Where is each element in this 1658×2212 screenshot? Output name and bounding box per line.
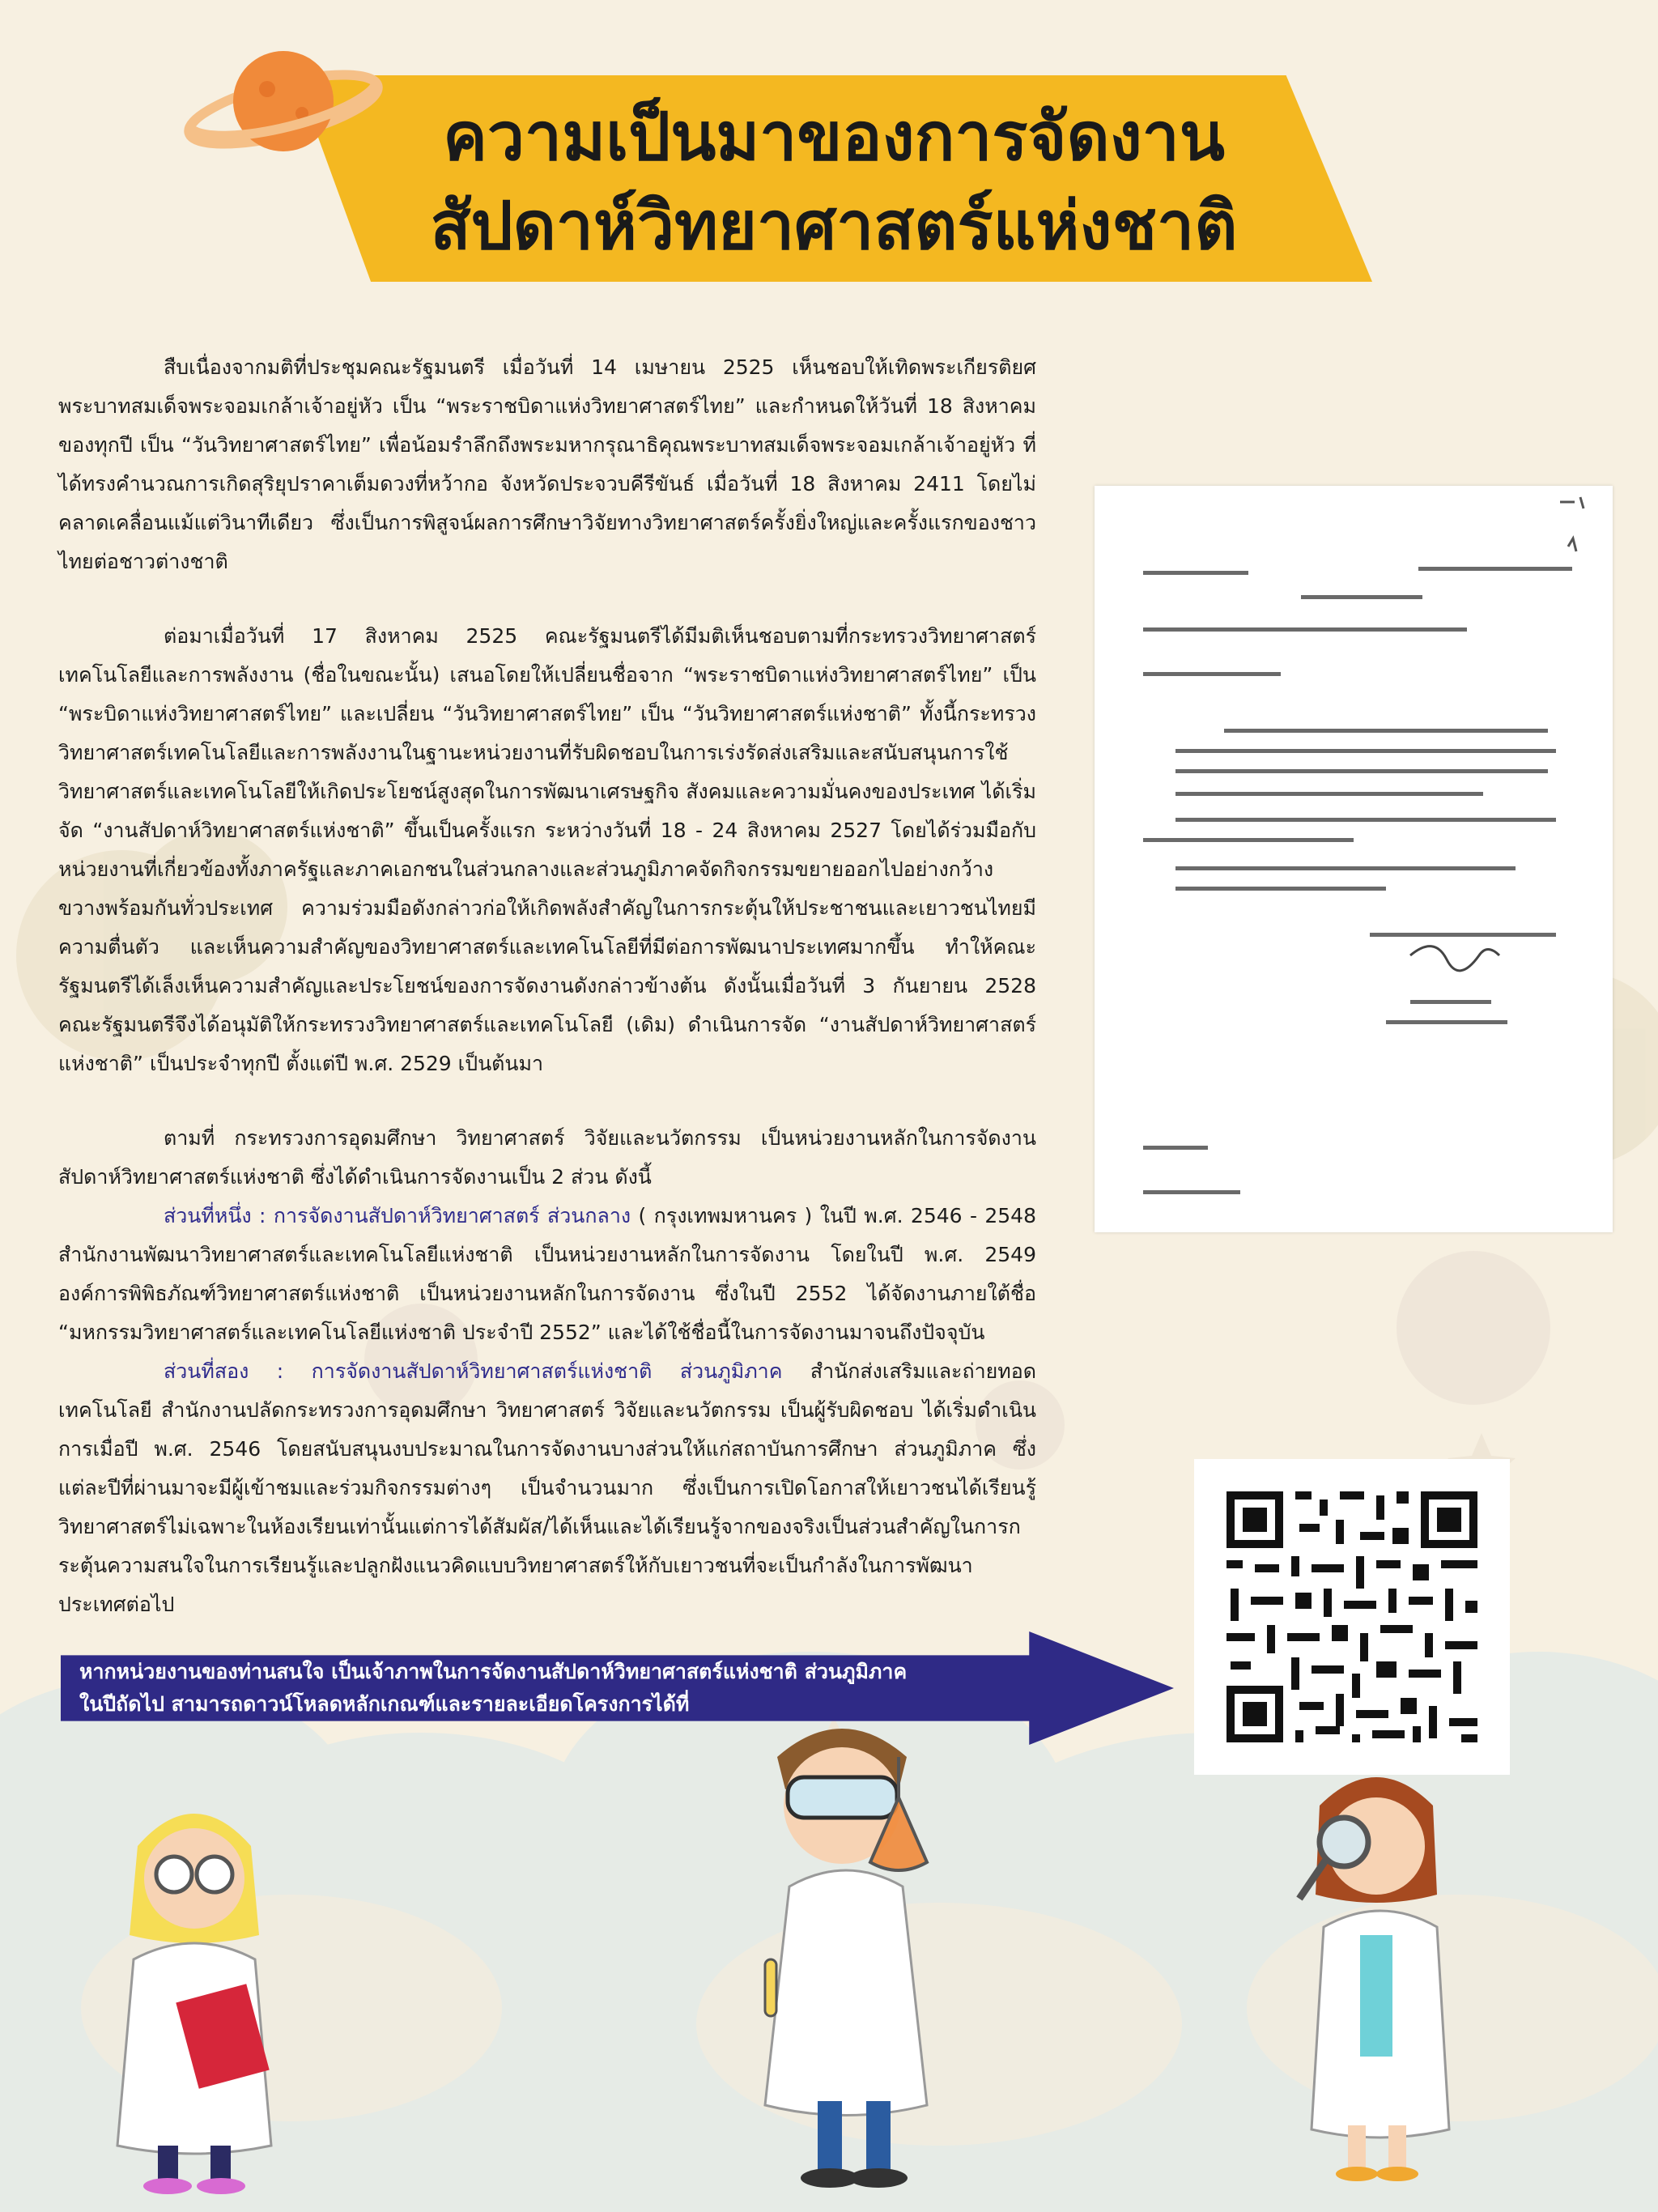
- paragraph-1: สืบเนื่องจากมติที่ประชุมคณะรัฐมนตรี เมื่อวันที่ 14 เมษายน 2525 เห็นชอบให้เทิดพระเกียรติยศพระบาทสมเด็จพระจอมเกล้าเจ้าอยู่หัว เป็น “พระราชบิดาแห่งวิทยาศาสตร์ไทย” และกำหนดให้วันที่ 18 สิงหาคมของทุกปี เป็น “วันวิทยาศาสตร์ไทย” เพื่อน้อมรำลึกถึงพระมหากรุณาธิคุณพระบาทสมเด็จพระจอมเกล้าเจ้าอยู่หัว ที่ได้ทรงคำนวณการเกิดสุริยุปราคาเต็มดวงที่หว้ากอ จังหวัดประจวบคีรีขันธ์ เมื่อวันที่ 18 สิงหาคม 2411 โดยไม่คลาดเคลื่อนแม้แต่วินาทีเดียว ซึ่งเป็นการพิสูจน์ผลการศึกษาวิจัยทางวิทยาศาสตร์ครั้งยิ่งใหญ่และครั้งแรกของชาวไทยต่อชาวต่างชาติ: [58, 355, 1036, 573]
- paragraph-2: ต่อมาเมื่อวันที่ 17 สิงหาคม 2525 คณะรัฐมนตรีได้มีมติเห็นชอบตามที่กระทรวงวิทยาศาสตร์ เทคโนโลยีและการพลังงาน (ชื่อในขณะนั้น) เสนอโดยให้เปลี่ยนชื่อจาก “พระราชบิดาแห่งวิทยาศาสตร์ไทย” เป็น “พระบิดาแห่งวิทยาศาสตร์ไทย” และเปลี่ยน “วันวิทยาศาสตร์ไทย” เป็น “วันวิทยาศาสตร์แห่งชาติ” ทั้งนี้กระทรวงวิทยาศาสตร์เทคโนโลยีและการพลังงานในฐานะหน่วยงานที่รับผิดชอบในการเร่งรัดส่งเสริมและสนับสนุนการใช้วิทยาศาสตร์และเทคโนโลยีให้เกิดประโยชน์สูงสุดในการพัฒนาเศรษฐกิจ สังคมและความมั่นคงของประเทศ ได้เริ่มจัด “งานสัปดาห์วิทยาศาสตร์แห่งชาติ” ขึ้นเป็นครั้งแรก ระหว่างวันที่ 18 - 24 สิงหาคม 2527 โดยได้ร่วมมือกับหน่วยงานที่เกี่ยวข้องทั้งภาครัฐและภาคเอกชนในส่วนกลางและส่วนภูมิภาคจัดกิจกรรมขยายออกไปอย่างกว้างขวางพร้อมกันทั่วประเทศ ความร่วมมือดังกล่าวก่อให้เกิดพลังสำคัญในการกระตุ้นให้ประชาชนและเยาวชนไทยมีความตื่นตัว และเห็นความสำคัญของวิทยาศาสตร์และเทคโนโลยีที่มีต่อการพัฒนาประเทศมากขึ้น ทำให้คณะรัฐมนตรีได้เล็งเห็นความสำคัญและประโยชน์ของการจัดงานดังกล่าวข้างต้น ดังนั้นเมื่อวันที่ 3 กันยายน 2528 คณะรัฐมนตรีจึงได้อนุมัติให้กระทรวงวิทยาศาสตร์และเทคโนโลยี (เดิม) ดำเนินการจัด “งานสัปดาห์วิทยาศาสตร์แห่งชาติ” เป็นประจำทุกปี ตั้งแต่ปี พ.ศ. 2529 เป็นต้นมา: [58, 624, 1036, 1075]
- part-one: [58, 1197, 1036, 1352]
- qr-code-pattern: [1194, 1459, 1510, 1775]
- title-line-2: สัปดาห์วิทยาศาสตร์แห่งชาติ: [430, 188, 1238, 265]
- girl-scientist-with-book-illustration: [89, 1789, 300, 2194]
- page-title: [308, 93, 1360, 271]
- part-two: [58, 1352, 1036, 1624]
- boy-scientist-with-flask-illustration: [716, 1692, 984, 2194]
- part-two-heading: ส่วนที่สอง : การจัดงานสัปดาห์วิทยาศาสตร์แห่งชาติ ส่วนภูมิภาค: [164, 1359, 783, 1383]
- info-line-2: ในปีถัดไป สามารถดาวน์โหลดหลักเกณฑ์และรายละเอียดโครงการได้ที่: [79, 1692, 690, 1716]
- part-one-heading: ส่วนที่หนึ่ง : การจัดงานสัปดาห์วิทยาศาสตร์ ส่วนกลาง: [164, 1204, 631, 1227]
- document-image: [1095, 486, 1613, 1232]
- body-text: [58, 348, 1036, 1624]
- part-two-text: สำนักส่งเสริมและถ่ายทอดเทคโนโลยี สำนักงานปลัดกระทรวงการอุดมศึกษา วิทยาศาสตร์ วิจัยและนวัตกรรม เป็นผู้รับผิดชอบ ได้เริ่มดำเนินการเมื่อปี พ.ศ. 2546 โดยสนับสนุนงบประมาณในการจัดงานบางส่วนให้แก่สถาบันการศึกษา ส่วนภูมิภาค ซึ่งแต่ละปีที่ผ่านมาจะมีผู้เข้าชมและร่วมกิจกรรมต่างๆ เป็นจำนวนมาก ซึ่งเป็นการเปิดโอกาสให้เยาวชนได้เรียนรู้วิทยาศาสตร์ไม่เฉพาะในห้องเรียนเท่านั้นแต่การได้สัมผัส/ได้เห็นและได้เรียนรู้จากของจริงเป็นส่วนสำคัญในการกระตุ้นความสนใจในการเรียนรู้และปลูกฝังแนวคิดแบบวิทยาศาสตร์ให้กับเยาวชนที่จะเป็นกำลังในการพัฒนาประเทศต่อไป: [58, 1359, 1037, 1616]
- part-one-text: ( กรุงเทพมหานคร ) ในปี พ.ศ. 2546 - 2548 สำนักงานพัฒนาวิทยาศาสตร์และเทคโนโลยีแห่งชาติ เป็นหน่วยงานหลักในการจัดงาน โดยในปี พ.ศ. 2549 องค์การพิพิธภัณฑ์วิทยาศาสตร์แห่งชาติ เป็นหน่วยงานหลักในการจัดงาน ซึ่งในปี 2552 ได้จัดงานภายใต้ชื่อ “มหกรรมวิทยาศาสตร์และเทคโนโลยีแห่งชาติ ประจำปี 2552” และได้ใช้ชื่อนี้ในการจัดงานมาจนถึงปัจจุบัน: [58, 1204, 1036, 1344]
- qr-code[interactable]: [1194, 1459, 1510, 1775]
- letter-scan: [1095, 486, 1613, 1232]
- girl-scientist-with-magnifier-illustration: [1267, 1757, 1477, 2194]
- paragraph-3: ตามที่ กระทรวงการอุดมศึกษา วิทยาศาสตร์ วิจัยและนวัตกรรม เป็นหน่วยงานหลักในการจัดงานสัปดาห์วิทยาศาสตร์แห่งชาติ ซึ่งได้ดำเนินการจัดงานเป็น 2 ส่วน ดังนี้: [58, 1126, 1036, 1189]
- info-line-1: หากหน่วยงานของท่านสนใจ เป็นเจ้าภาพในการจัดงานสัปดาห์วิทยาศาสตร์แห่งชาติ ส่วนภูมิภาค: [79, 1660, 908, 1683]
- title-line-1: ความเป็นมาของการจัดงาน: [443, 99, 1225, 176]
